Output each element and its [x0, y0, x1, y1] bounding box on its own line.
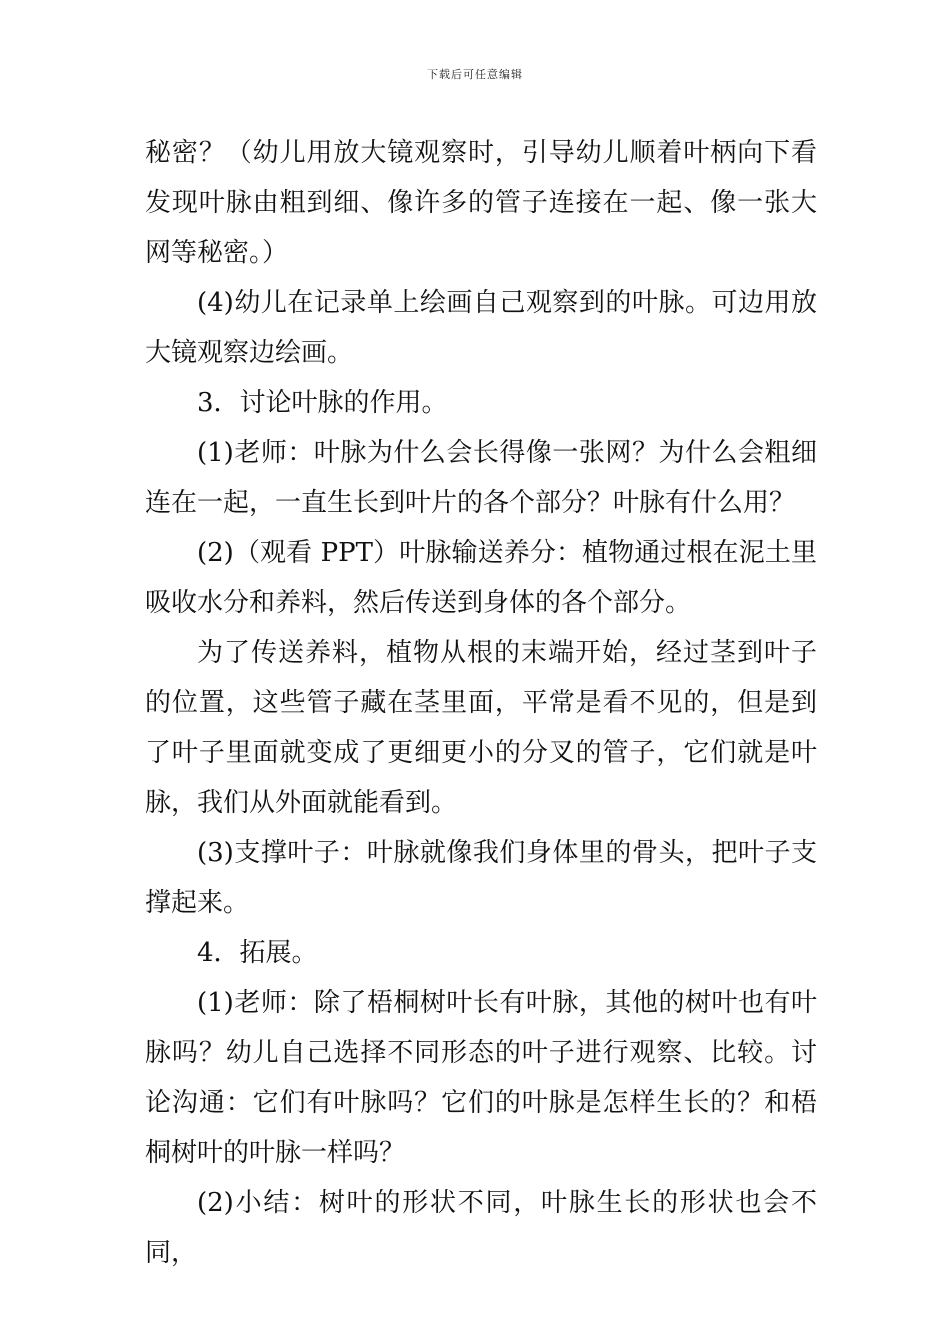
section-heading-4: 4．拓展。 — [197, 938, 318, 968]
paragraph-extension-2: (2)小结：树叶的形状不同，叶脉生长的形状也会不同， — [145, 1188, 817, 1268]
document-body — [145, 128, 817, 1278]
paragraph-extension-1: (1)老师：除了梧桐树叶长有叶脉，其他的树叶也有叶脉吗？幼儿自己选择不同形态的叶子进行观察、比较。讨论沟通：它们有叶脉吗？它们的叶脉是怎样生长的？和梧桐树叶的叶脉一样吗？ — [145, 988, 817, 1168]
paragraph-nutrient-transport: 为了传送养料，植物从根的末端开始，经过茎到叶子的位置，这些管子藏在茎里面，平常是看不见的，但是到了叶子里面就变成了更细更小的分叉的管子，它们就是叶脉，我们从外面就能看到。 — [145, 638, 817, 818]
paragraph-discussion-3: (3)支撑叶子：叶脉就像我们身体里的骨头，把叶子支撑起来。 — [145, 838, 817, 918]
paragraph-continuation: 秘密？（幼儿用放大镜观察时，引导幼儿顺着叶柄向下看发现叶脉由粗到细、像许多的管子连接在一起、像一张大网等秘密。） — [145, 138, 817, 268]
paragraph-step-4: (4)幼儿在记录单上绘画自己观察到的叶脉。可边用放大镜观察边绘画。 — [145, 288, 817, 368]
section-heading-3: 3．讨论叶脉的作用。 — [197, 388, 448, 418]
page-header: 下载后可任意编辑 — [427, 68, 523, 81]
paragraph-discussion-1: (1)老师：叶脉为什么会长得像一张网？为什么会粗细连在一起，一直生长到叶片的各个部分？叶脉有什么用？ — [145, 438, 817, 518]
paragraph-discussion-2: (2)（观看 PPT）叶脉输送养分：植物通过根在泥土里吸收水分和养料，然后传送到身体的各个部分。 — [145, 538, 817, 618]
